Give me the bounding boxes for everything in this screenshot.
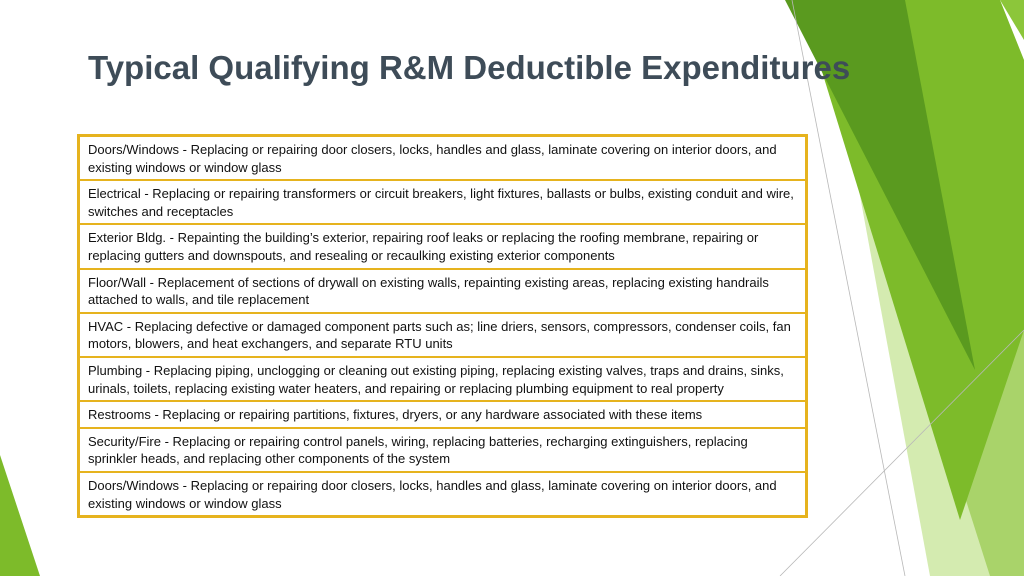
slide-title: Typical Qualifying R&M Deductible Expenditures [88,49,851,86]
table-row: Exterior Bldg. - Repainting the building’s exterior, repairing roof leaks or replacing the roofing membrane, repairing or replacing gutters and downspouts, and resealing or recaulking existing exterior components [80,223,805,267]
table-row: HVAC - Replacing defective or damaged component parts such as; line driers, sensors, compressors, condenser coils, fan motors, blowers, and heat exchangers, and separate RTU units [80,312,805,356]
table-row: Security/Fire - Replacing or repairing control panels, wiring, replacing batteries, recharging extinguishers, replacing sprinkler heads, and replacing other components of the system [80,427,805,471]
table-row: Doors/Windows - Replacing or repairing door closers, locks, handles and glass, laminate covering on interior doors, and existing windows or window glass [80,471,805,515]
table-row: Plumbing - Replacing piping, unclogging or cleaning out existing piping, replacing existing valves, traps and drains, sinks, urinals, toilets, replacing existing water heaters, and repairing or replacing plumbing equipment to real property [80,356,805,400]
left-corner-shape [0,455,40,576]
expenditures-table [77,134,808,518]
table-row: Doors/Windows - Replacing or repairing door closers, locks, handles and glass, laminate covering on interior doors, and existing windows or window glass [88,142,777,175]
table-row: Floor/Wall - Replacement of sections of drywall on existing walls, repainting existing areas, replacing existing handrails attached to walls, and tile replacement [80,268,805,312]
table-row: Electrical - Replacing or repairing transformers or circuit breakers, light fixtures, ballasts or bulbs, existing conduit and wire, switches and receptacles [80,179,805,223]
table-row: Restrooms - Replacing or repairing partitions, fixtures, dryers, or any hardware associated with these items [80,400,805,427]
